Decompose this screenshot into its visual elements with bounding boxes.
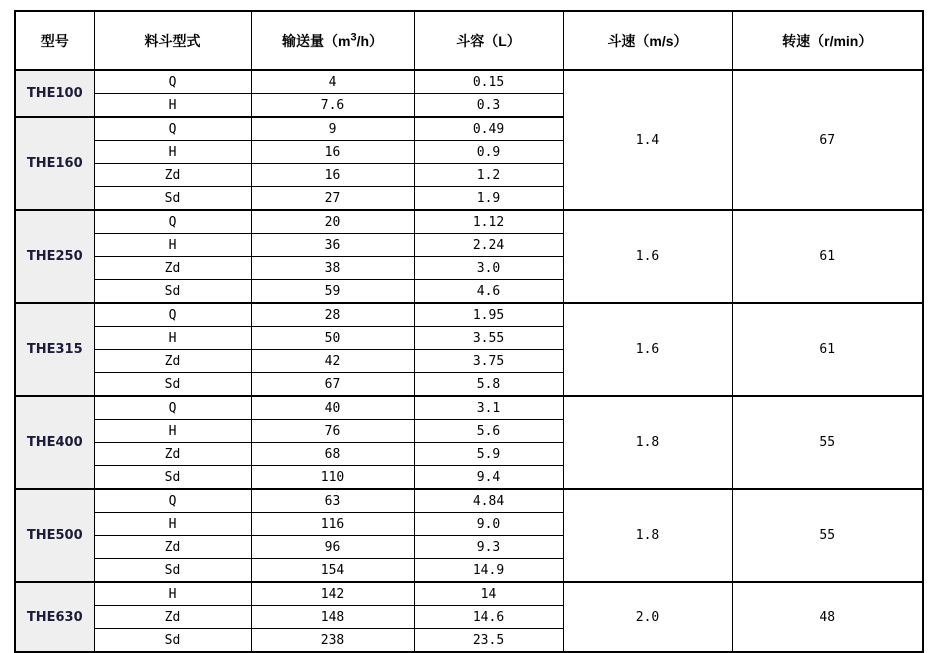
capacity-cell: 63 [251,489,414,513]
header-capacity-pre: 输送量（m [281,32,351,49]
capacity-cell: 40 [251,396,414,420]
rpm-cell: 67 [732,70,923,210]
capacity-cell: 148 [251,606,414,629]
bucket-cell: 3.75 [414,350,563,373]
hopper-type-cell: Sd [94,559,251,583]
capacity-cell: 16 [251,164,414,187]
hopper-type-cell: Zd [94,350,251,373]
hopper-type-cell: Sd [94,187,251,211]
bucket-cell: 9.4 [414,466,563,490]
capacity-cell: 110 [251,466,414,490]
hopper-type-cell: Q [94,303,251,327]
hopper-type-cell: H [94,513,251,536]
bucket-cell: 4.6 [414,280,563,304]
bucket-cell: 9.3 [414,536,563,559]
capacity-cell: 7.6 [251,94,414,118]
bucket-cell: 0.3 [414,94,563,118]
header-capacity [251,11,414,70]
capacity-cell: 27 [251,187,414,211]
model-cell: THE160 [15,117,94,210]
model-cell: THE100 [15,70,94,117]
bucket-cell: 1.9 [414,187,563,211]
hopper-type-cell: Q [94,70,251,94]
capacity-cell: 154 [251,559,414,583]
capacity-cell: 9 [251,117,414,141]
bucket-cell: 14.9 [414,559,563,583]
hopper-type-cell: H [94,582,251,606]
hopper-type-cell: Sd [94,373,251,397]
rpm-cell: 55 [732,396,923,489]
capacity-cell: 238 [251,629,414,653]
header-model: 型号 [15,11,94,70]
capacity-cell: 16 [251,141,414,164]
rpm-cell: 55 [732,489,923,582]
header-capacity-post: /h） [356,32,384,49]
speed-cell: 1.8 [563,396,732,489]
capacity-cell: 142 [251,582,414,606]
speed-cell: 1.6 [563,210,732,303]
hopper-type-cell: Sd [94,466,251,490]
bucket-cell: 5.9 [414,443,563,466]
header-bucket-speed: 斗速（m/s） [563,11,732,70]
table-row [15,489,923,513]
hopper-type-cell: Q [94,210,251,234]
capacity-cell: 50 [251,327,414,350]
hopper-type-cell: H [94,234,251,257]
hopper-type-cell: H [94,420,251,443]
hopper-type-cell: Zd [94,164,251,187]
bucket-cell: 0.9 [414,141,563,164]
hopper-type-cell: Zd [94,443,251,466]
model-cell: THE500 [15,489,94,582]
bucket-cell: 9.0 [414,513,563,536]
speed-cell: 1.4 [563,70,732,210]
hopper-type-cell: Zd [94,536,251,559]
model-cell: THE250 [15,210,94,303]
header-capacity-sup: 3 [350,30,357,43]
table-row [15,210,923,234]
table-row [15,396,923,420]
capacity-cell: 4 [251,70,414,94]
capacity-cell: 67 [251,373,414,397]
rpm-cell: 48 [732,582,923,652]
capacity-cell: 116 [251,513,414,536]
hopper-type-cell: Zd [94,257,251,280]
header-rotation-speed: 转速（r/min） [732,11,923,70]
bucket-cell: 1.2 [414,164,563,187]
hopper-type-cell: Sd [94,280,251,304]
bucket-cell: 1.12 [414,210,563,234]
model-cell: THE400 [15,396,94,489]
capacity-cell: 59 [251,280,414,304]
hopper-type-cell: Sd [94,629,251,653]
bucket-cell: 0.15 [414,70,563,94]
rpm-cell: 61 [732,210,923,303]
bucket-cell: 14.6 [414,606,563,629]
table-row [15,303,923,327]
model-cell: THE315 [15,303,94,396]
rpm-cell: 61 [732,303,923,396]
bucket-cell: 14 [414,582,563,606]
hopper-type-cell: Zd [94,606,251,629]
bucket-cell: 0.49 [414,117,563,141]
capacity-cell: 76 [251,420,414,443]
model-cell: THE630 [15,582,94,652]
bucket-cell: 1.95 [414,303,563,327]
capacity-cell: 42 [251,350,414,373]
hopper-type-cell: H [94,141,251,164]
header-bucket-volume: 斗容（L） [414,11,563,70]
spec-table [14,10,924,653]
capacity-cell: 68 [251,443,414,466]
speed-cell: 1.8 [563,489,732,582]
hopper-type-cell: Q [94,489,251,513]
header-row [15,11,923,70]
capacity-cell: 38 [251,257,414,280]
bucket-cell: 5.6 [414,420,563,443]
bucket-cell: 3.1 [414,396,563,420]
speed-cell: 1.6 [563,303,732,396]
header-hopper-type: 料斗型式 [94,11,251,70]
capacity-cell: 36 [251,234,414,257]
hopper-type-cell: H [94,327,251,350]
capacity-cell: 96 [251,536,414,559]
bucket-cell: 3.0 [414,257,563,280]
hopper-type-cell: H [94,94,251,118]
bucket-cell: 23.5 [414,629,563,653]
capacity-cell: 20 [251,210,414,234]
hopper-type-cell: Q [94,117,251,141]
hopper-type-cell: Q [94,396,251,420]
bucket-cell: 4.84 [414,489,563,513]
capacity-cell: 28 [251,303,414,327]
speed-cell: 2.0 [563,582,732,652]
bucket-cell: 3.55 [414,327,563,350]
bucket-cell: 2.24 [414,234,563,257]
bucket-cell: 5.8 [414,373,563,397]
table-row [15,70,923,94]
table-row [15,582,923,606]
